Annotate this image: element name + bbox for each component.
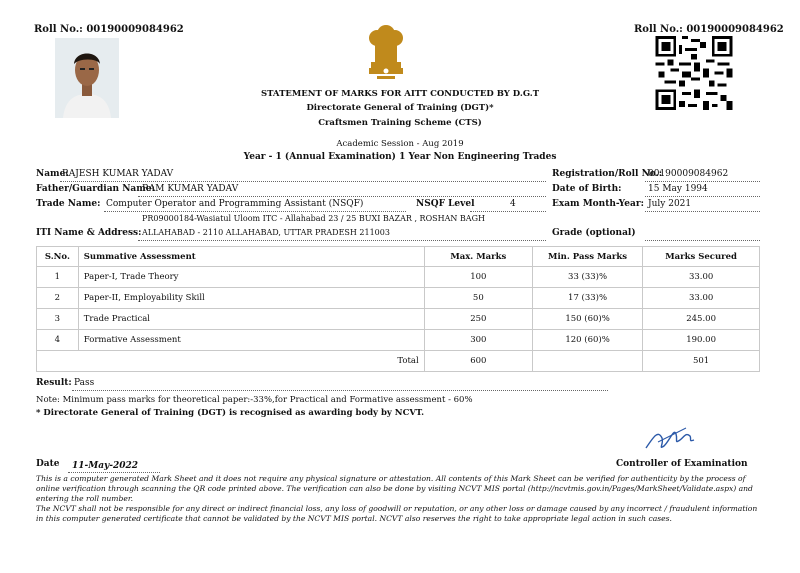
cell-sno: 3 <box>37 309 79 330</box>
cell-min: 17 (33)% <box>532 288 642 309</box>
registration-underline <box>645 181 760 182</box>
cts-line: Craftsmen Training Scheme (CTS) <box>318 118 482 128</box>
cell-secured: 33.00 <box>643 288 760 309</box>
roll-number-left: Roll No.: 00190009084962 <box>34 24 184 35</box>
cell-max: 300 <box>424 330 532 351</box>
roll-number-right: Roll No.: 00190009084962 <box>634 24 784 35</box>
father-value: RAM KUMAR YADAV <box>142 184 239 194</box>
cell-secured: 245.00 <box>643 309 760 330</box>
cell-sno: 2 <box>37 288 79 309</box>
dob-value: 15 May 1994 <box>648 184 708 194</box>
table-row <box>37 288 760 309</box>
controller-label: Controller of Examination <box>616 459 748 469</box>
name-label: Name: <box>36 169 69 179</box>
cell-assessment: Paper-II, Employability Skill <box>78 288 424 309</box>
statement-title: STATEMENT OF MARKS FOR AITT CONDUCTED BY D.G.T <box>260 89 540 99</box>
trade-label: Trade Name: <box>36 199 101 209</box>
cell-min: 150 (60)% <box>532 309 642 330</box>
national-emblem-icon <box>363 22 409 82</box>
nsqf-underline <box>470 211 546 212</box>
result-label: Result: <box>36 378 72 388</box>
disclaimer-verification: This is a computer generated Mark Sheet and it does not require any physical signature or attestation. All contents of this Mark Sheet can be verified for authenticity by the process of online verification through scanning the QR code printed above. The verification can also be done by visiting NCVT MIS portal (http://ncvtmis.gov.in/Pages/MarkSheet/Validate.aspx) and entering the roll number. <box>36 474 753 503</box>
col-min-pass: Min. Pass Marks <box>532 247 642 267</box>
iti-underline <box>138 240 546 241</box>
cell-max: 100 <box>424 267 532 288</box>
cell-min: 33 (33)% <box>532 267 642 288</box>
table-row <box>37 267 760 288</box>
father-label: Father/Guardian Name: <box>36 184 155 194</box>
dob-underline <box>645 196 760 197</box>
iti-address-line1: PR09000184-Wasiatul Uloom ITC - Allahabad 23 / 25 BUXI BAZAR , ROSHAN BAGH <box>142 214 485 223</box>
iti-label: ITI Name & Address: <box>36 228 142 238</box>
grade-underline <box>645 240 760 241</box>
registration-label: Registration/Roll No.: <box>552 169 663 179</box>
disclaimer-liability: The NCVT shall not be responsible for any direct or indirect financial loss, any loss of goodwill or reputation, or any other loss or damage caused by any incorrect / fraudulent information in this computer generated certificate that cannot be validated by the NCVT MIS portal. NCVT also reserves the right to take appropriate legal action in such cases. <box>36 504 758 523</box>
name-value: RAJESH KUMAR YADAV <box>62 169 174 179</box>
col-sno: S.No. <box>37 247 79 267</box>
signature-icon <box>640 420 700 454</box>
grade-label: Grade (optional) <box>552 228 636 238</box>
cell-secured: 190.00 <box>643 330 760 351</box>
disclaimer <box>36 474 761 524</box>
date-underline <box>68 472 160 473</box>
cell-assessment: Trade Practical <box>78 309 424 330</box>
dgt-note: * Directorate General of Training (DGT) is recognised as awarding body by NCVT. <box>36 408 425 418</box>
marks-table <box>36 246 760 372</box>
col-marks-secured: Marks Secured <box>643 247 760 267</box>
name-underline <box>60 181 546 182</box>
result-underline <box>72 390 608 391</box>
iti-address-line2: ALLAHABAD - 2110 ALLAHABAD, UTTAR PRADESH 211003 <box>142 228 390 237</box>
result-value: Pass <box>74 378 95 388</box>
exam-label: Exam Month-Year: <box>552 199 644 209</box>
total-min-empty <box>532 351 642 372</box>
cell-max: 50 <box>424 288 532 309</box>
cell-assessment: Paper-I, Trade Theory <box>78 267 424 288</box>
nsqf-value: 4 <box>510 199 516 209</box>
table-row <box>37 330 760 351</box>
cell-sno: 4 <box>37 330 79 351</box>
table-total-row <box>37 351 760 372</box>
dgt-line: Directorate General of Training (DGT)* <box>306 103 494 113</box>
year-line: Year - 1 (Annual Examination) 1 Year Non Engineering Trades <box>243 152 557 162</box>
cell-secured: 33.00 <box>643 267 760 288</box>
trade-value: Computer Operator and Programming Assistant (NSQF) <box>106 199 364 209</box>
total-secured: 501 <box>643 351 760 372</box>
cell-assessment: Formative Assessment <box>78 330 424 351</box>
cell-max: 250 <box>424 309 532 330</box>
exam-value: July 2021 <box>648 199 692 209</box>
cell-min: 120 (60)% <box>532 330 642 351</box>
col-max-marks: Max. Marks <box>424 247 532 267</box>
cell-sno: 1 <box>37 267 79 288</box>
trade-underline <box>104 211 406 212</box>
total-max: 600 <box>424 351 532 372</box>
nsqf-label: NSQF Level <box>416 199 475 209</box>
date-label: Date <box>36 459 60 469</box>
father-underline <box>138 196 546 197</box>
exam-underline <box>645 211 760 212</box>
table-header-row <box>37 247 760 267</box>
total-label: Total <box>37 351 425 372</box>
table-row <box>37 309 760 330</box>
registration-value: 00190009084962 <box>648 169 729 179</box>
dob-label: Date of Birth: <box>552 184 622 194</box>
col-assessment: Summative Assessment <box>78 247 424 267</box>
date-value: 11-May-2022 <box>72 461 139 471</box>
session-line: Academic Session - Aug 2019 <box>336 139 464 149</box>
pass-marks-note: Note: Minimum pass marks for theoretical paper:-33%,for Practical and Formative assessment - 60% <box>36 395 473 405</box>
